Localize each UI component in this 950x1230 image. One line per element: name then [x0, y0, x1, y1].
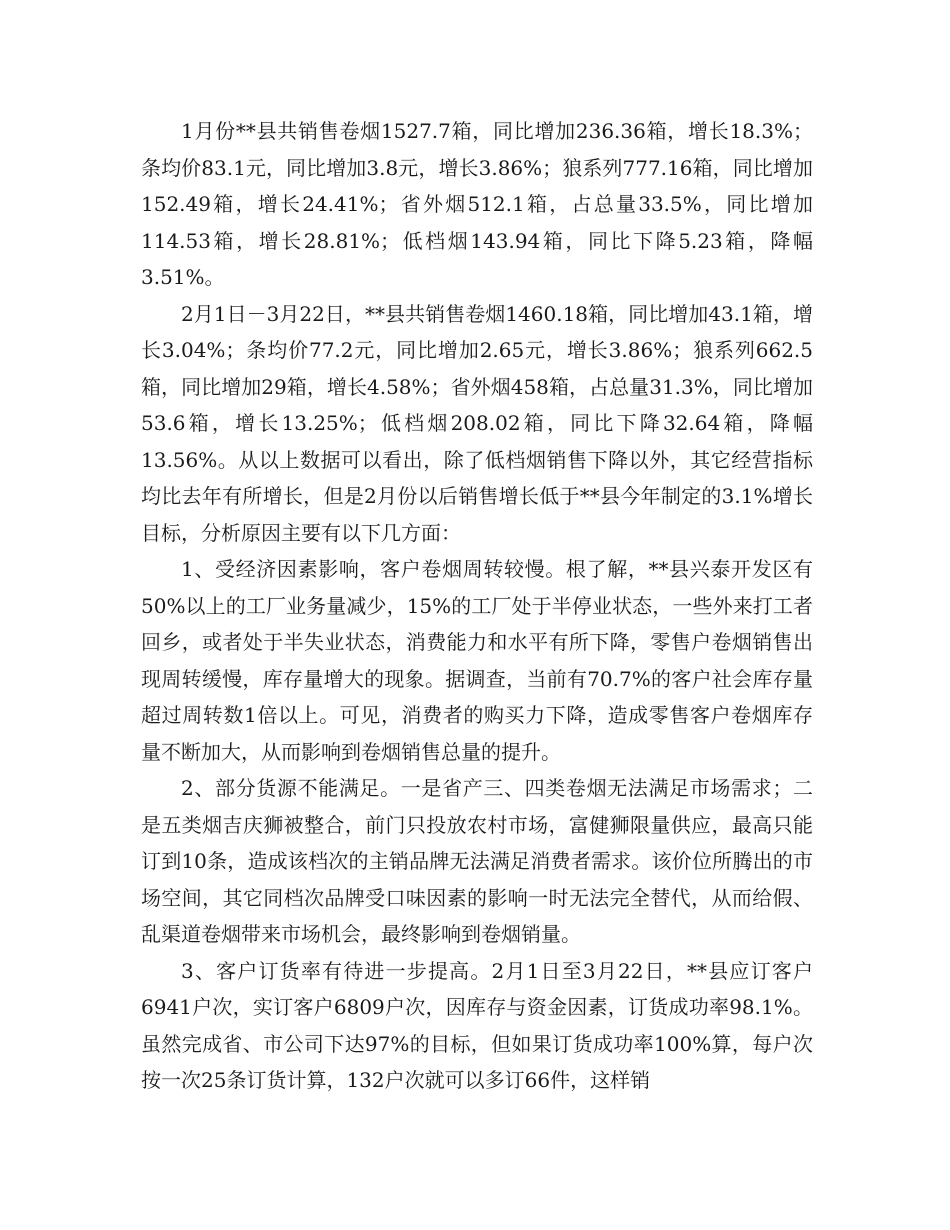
paragraph-reason-order-rate: 3、客户订货率有待进一步提高。2月1日至3月22日，**县应订客户6941户次，实订客户6809户次，因库存与资金因素，订货成功率98.1%。虽然完成省、市公司下达97%的目标，但如果订货成功率100%算，每户次按一次25条订货计算，132户次就可以多订66件，这样销	[141, 958, 813, 1092]
document-body	[141, 113, 813, 1099]
paragraph-reason-supply: 2、部分货源不能满足。一是省产三、四类卷烟无法满足市场需求；二是五类烟吉庆狮被整合，前门只投放农村市场，富健狮限量供应，最高只能订到10条，造成该档次的主销品牌无法满足消费者需求。该价位所腾出的市场空间，其它同档次品牌受口味因素的影响一时无法完全替代，从而给假、乱渠道卷烟带来市场机会，最终影响到卷烟销量。	[141, 776, 813, 946]
paragraph-january-sales: 1月份**县共销售卷烟1527.7箱，同比增加236.36箱，增长18.3%；条均价83.1元，同比增加3.8元，增长3.86%；狼系列777.16箱，同比增加152.49箱，增长24.41%；省外烟512.1箱，占总量33.5%，同比增加114.53箱，增长28.81%；低档烟143.94箱，同比下降5.23箱，降幅3.51%。	[141, 119, 813, 289]
paragraph-reason-economic: 1、受经济因素影响，客户卷烟周转较慢。根了解，**县兴泰开发区有50%以上的工厂业务量减少，15%的工厂处于半停业状态，一些外来打工者回乡，或者处于半失业状态，消费能力和水平有所下降，零售户卷烟销售出现周转缓慢，库存量增大的现象。据调查，当前有70.7%的客户社会库存量超过周转数1倍以上。可见，消费者的购买力下降，造成零售客户卷烟库存量不断加大，从而影响到卷烟销售总量的提升。	[141, 557, 813, 764]
paragraph-feb-march-sales: 2月1日－3月22日，**县共销售卷烟1460.18箱，同比增加43.1箱，增长3.04%；条均价77.2元，同比增加2.65元，增长3.86%；狼系列662.5箱，同比增加29箱，增长4.58%；省外烟458箱，占总量31.3%，同比增加53.6箱，增长13.25%；低档烟208.02箱，同比下降32.64箱，降幅13.56%。从以上数据可以看出，除了低档烟销售下降以外，其它经营指标均比去年有所增长，但是2月份以后销售增长低于**县今年制定的3.1%增长目标，分析原因主要有以下几方面：	[141, 301, 813, 545]
